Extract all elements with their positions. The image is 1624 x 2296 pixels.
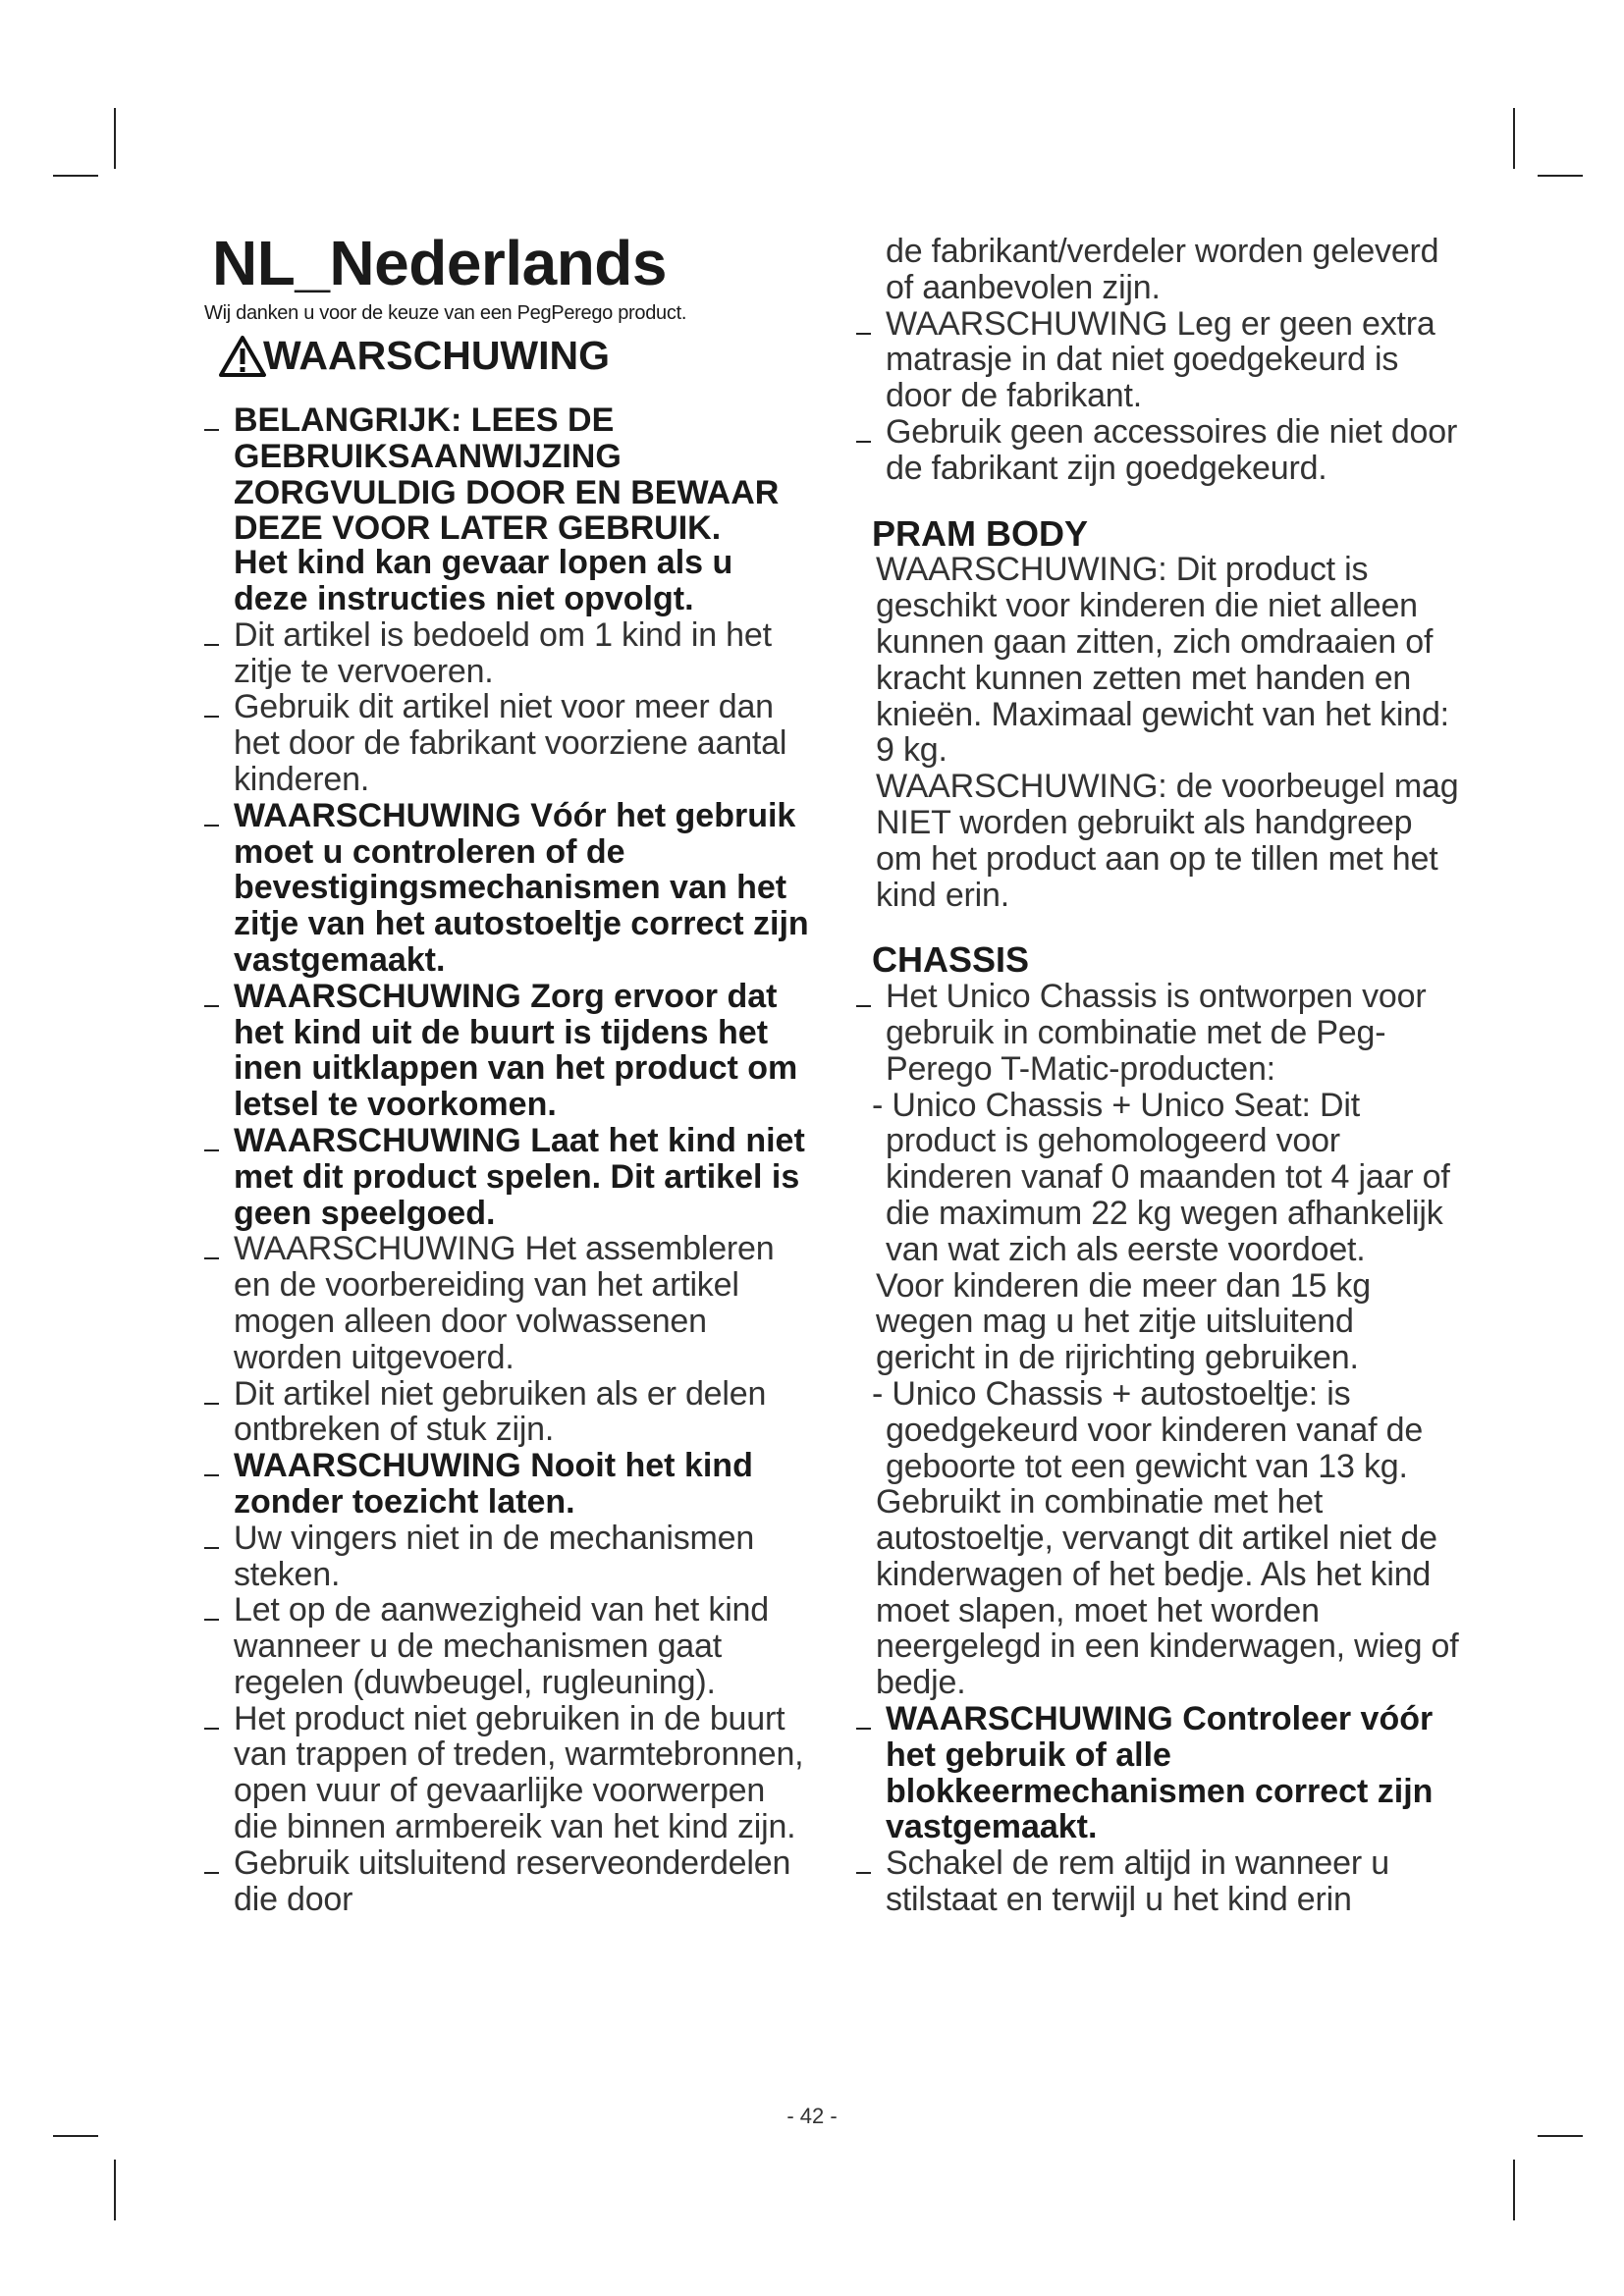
list-item: Gebruik dit artikel niet voor meer dan het door de fabrikant voorziene aantal kinderen. <box>234 688 787 798</box>
list-item: Gebruik geen accessoires die niet door de fabrikant zijn goedgekeurd. <box>886 412 1458 487</box>
crop-mark <box>1538 2135 1583 2137</box>
list-item: BELANGRIJK: LEES DE GEBRUIKSAANWIJZING ZORGVULDIG DOOR EN BEWAAR DEZE VOOR LATER GEBRUIK. <box>234 401 780 548</box>
list-item: Het Unico Chassis is ontworpen voor gebruik in combinatie met de Peg-Perego T-Matic-producten: <box>886 978 1427 1088</box>
sub-list-paragraph: Voor kinderen die meer dan 15 kg wegen mag u het zitje uitsluitend gericht in de rijrichting gebruiken. <box>876 1266 1371 1377</box>
section-heading-pram-body: PRAM BODY <box>872 512 1089 554</box>
page-title: NL_Nederlands <box>212 228 667 298</box>
crop-mark <box>53 175 98 177</box>
list-item: WAARSCHUWING Laat het kind niet met dit product spelen. Dit artikel is geen speelgoed. <box>234 1121 805 1232</box>
crop-mark <box>1513 108 1515 169</box>
list-item: Het kind kan gevaar lopen als u deze instructies niet opvolgt. <box>234 544 733 617</box>
list-item: Dit artikel niet gebruiken als er delen ontbreken of stuk zijn. <box>234 1374 767 1449</box>
list-item: Schakel de rem altijd in wanneer u stilstaat en terwijl u het kind erin <box>886 1844 1389 1919</box>
list-item: WAARSCHUWING Leg er geen extra matrasje in dat niet goedgekeurd is door de fabrikant. <box>886 304 1435 415</box>
list-item: Dit artikel is bedoeld om 1 kind in het zitje te vervoeren. <box>234 615 772 690</box>
warning-triangle-icon <box>218 335 267 378</box>
right-column <box>872 234 1459 1918</box>
list-item: WAARSCHUWING Vóór het gebruik moet u controleren of de bevestigingsmechanismen van het zitje van het autostoeltje correct zijn vastgemaakt. <box>234 796 809 979</box>
crop-mark <box>1513 2160 1515 2220</box>
crop-mark <box>53 2135 98 2137</box>
warning-heading-text: WAARSCHUWING <box>263 333 611 378</box>
sub-list-paragraph: Gebruikt in combinatie met het autostoeltje, vervangt dit artikel niet de kinderwagen of het bedje. Als het kind moet slapen, moet het worden neergelegd in een kinderwagen, wieg of bedje. <box>876 1483 1459 1702</box>
crop-mark <box>1538 175 1583 177</box>
section-heading-chassis: CHASSIS <box>872 939 1030 981</box>
list-item: Uw vingers niet in de mechanismen steken. <box>234 1519 755 1593</box>
sub-list-item: - Unico Chassis + autostoeltje: is goedgekeurd voor kinderen vanaf de geboorte tot een gewicht van 13 kg. <box>872 1374 1424 1485</box>
list-item: WAARSCHUWING Nooit het kind zonder toezicht laten. <box>234 1447 753 1521</box>
list-item: Gebruik uitsluitend reserveonderdelen die door <box>234 1843 791 1918</box>
left-column <box>220 402 809 1917</box>
crop-mark <box>114 108 116 169</box>
list-item: WAARSCHUWING Controleer vóór het gebruik of alle blokkeermechanismen correct zijn vastgemaakt. <box>886 1700 1434 1846</box>
list-item: WAARSCHUWING Zorg ervoor dat het kind uit de buurt is tijdens het inen uitklappen van het product om letsel te voorkomen. <box>234 977 798 1124</box>
crop-mark <box>114 2160 116 2220</box>
list-item: WAARSCHUWING Het assembleren en de voorbereiding van het artikel mogen alleen door volwassenen worden uitgevoerd. <box>234 1230 775 1376</box>
list-item: Let op de aanwezigheid van het kind wanneer u de mechanismen gaat regelen (duwbeugel, rugleuning). <box>234 1591 769 1701</box>
page-number: - 42 - <box>786 2104 838 2128</box>
list-item: Het product niet gebruiken in de buurt van trappen of treden, warmtebronnen, open vuur of gevaarlijke voorwerpen die binnen armbereik van het kind zijn. <box>234 1699 804 1846</box>
pram-body-paragraph: WAARSCHUWING: de voorbeugel mag NIET worden gebruikt als handgreep om het product aan op te tillen met het kind erin. <box>876 768 1459 914</box>
warning-heading <box>218 334 610 378</box>
sub-list-item: - Unico Chassis + Unico Seat: Dit product is gehomologeerd voor kinderen vanaf 0 maanden tot 4 jaar of die maximum 22 kg wegen afhankelijk van wat zich als eerste voordoet. <box>872 1086 1450 1268</box>
list-item-continuation: de fabrikant/verdeler worden geleverd of aanbevolen zijn. <box>886 233 1439 306</box>
page-subtitle: Wij danken u voor de keuze van een PegPerego product. <box>204 302 687 324</box>
pram-body-paragraph: WAARSCHUWING: Dit product is geschikt voor kinderen die niet alleen kunnen gaan zitten, zich omdraaien of kracht kunnen zetten met handen en knieën. Maximaal gewicht van het kind: 9 kg. <box>876 551 1449 770</box>
